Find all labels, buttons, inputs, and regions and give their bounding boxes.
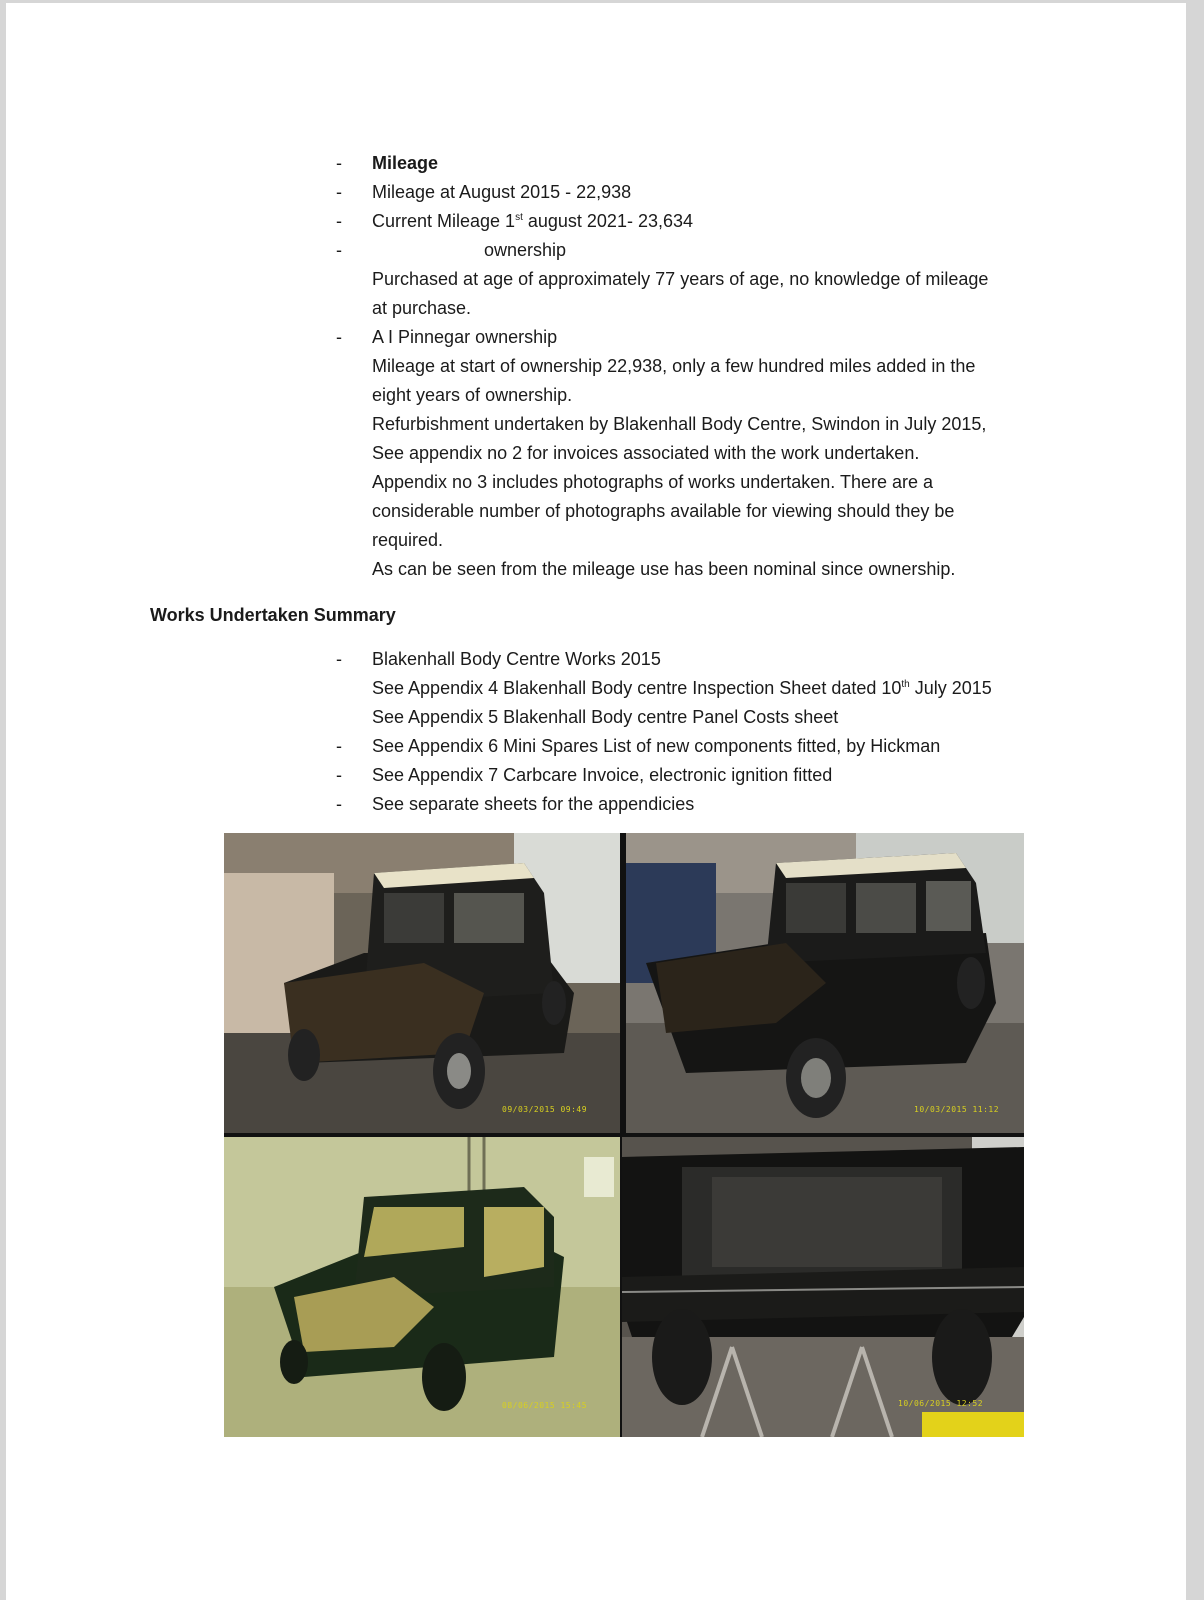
photo-timestamp: 10/06/2015 12:52 xyxy=(898,1399,984,1408)
bullet-dash: - xyxy=(336,211,342,231)
photo-timestamp: 08/06/2015 15:45 xyxy=(502,1401,588,1410)
bullet-dash: - xyxy=(336,327,342,347)
ownership-heading: A I Pinnegar ownership xyxy=(372,327,558,347)
list-text: considerable number of photographs available for viewing should they be xyxy=(372,501,955,521)
list-text: required. xyxy=(372,530,444,550)
list-text: See Appendix 5 Blakenhall Body centre Panel Costs sheet xyxy=(372,707,839,727)
mileage-list xyxy=(336,149,1086,584)
car-front-three-quarter-photo xyxy=(224,833,620,1133)
mileage-heading: Mileage xyxy=(372,153,439,173)
works-list xyxy=(336,645,1086,819)
list-text: Appendix no 3 includes photographs of works undertaken. There are a xyxy=(372,472,934,492)
car-side-three-quarter-photo xyxy=(626,833,1024,1133)
bullet-dash: - xyxy=(336,153,342,173)
list-item xyxy=(336,761,1086,790)
list-item xyxy=(336,178,1086,207)
section-heading: Works Undertaken Summary xyxy=(150,605,396,625)
list-item xyxy=(336,732,1086,761)
list-text: See Appendix 6 Mini Spares List of new components fitted, by Hickman xyxy=(372,736,941,756)
list-text: As can be seen from the mileage use has been nominal since ownership. xyxy=(372,559,956,579)
list-text: See Appendix 7 Carbcare Invoice, electronic ignition fitted xyxy=(372,765,833,785)
list-text: See appendix no 2 for invoices associated with the work undertaken. xyxy=(372,443,920,463)
list-text: at purchase. xyxy=(372,298,472,318)
photo-timestamp: 10/03/2015 11:12 xyxy=(914,1105,1000,1114)
list-text: Mileage at August 2015 - 22,938 xyxy=(372,182,632,202)
bullet-dash: - xyxy=(336,765,342,785)
list-item xyxy=(336,790,1086,819)
list-text: See separate sheets for the appendicies xyxy=(372,794,695,814)
bullet-dash: - xyxy=(336,182,342,202)
bullet-dash: - xyxy=(336,649,342,669)
car-rear-boot-photo xyxy=(622,1137,1024,1437)
list-text: Mileage at start of ownership 22,938, only a few hundred miles added in the xyxy=(372,356,976,376)
bullet-dash: - xyxy=(336,794,342,814)
photo-timestamp: 09/03/2015 09:49 xyxy=(502,1105,588,1114)
bullet-dash: - xyxy=(336,240,342,260)
list-text: Blakenhall Body Centre Works 2015 xyxy=(372,649,661,669)
ownership-heading: ownership xyxy=(484,240,567,260)
list-text: eight years of ownership. xyxy=(372,385,573,405)
photo-grid xyxy=(224,833,1024,1437)
inspection-sheet-line: See Appendix 4 Blakenhall Body centre Inspection Sheet dated 10th July 2015 xyxy=(372,678,992,698)
list-text: Purchased at age of approximately 77 years of age, no knowledge of mileage xyxy=(372,269,989,289)
document-page xyxy=(6,3,1186,1600)
list-item xyxy=(336,207,1086,236)
list-text: Refurbishment undertaken by Blakenhall Body Centre, Swindon in July 2015, xyxy=(372,414,987,434)
list-item xyxy=(336,645,1086,732)
current-mileage-line: Current Mileage 1st august 2021- 23,634 xyxy=(372,211,693,231)
list-item xyxy=(336,149,1086,178)
list-item xyxy=(336,236,1086,323)
bullet-dash: - xyxy=(336,736,342,756)
list-item xyxy=(336,323,1086,584)
car-spray-booth-photo xyxy=(224,1137,620,1437)
